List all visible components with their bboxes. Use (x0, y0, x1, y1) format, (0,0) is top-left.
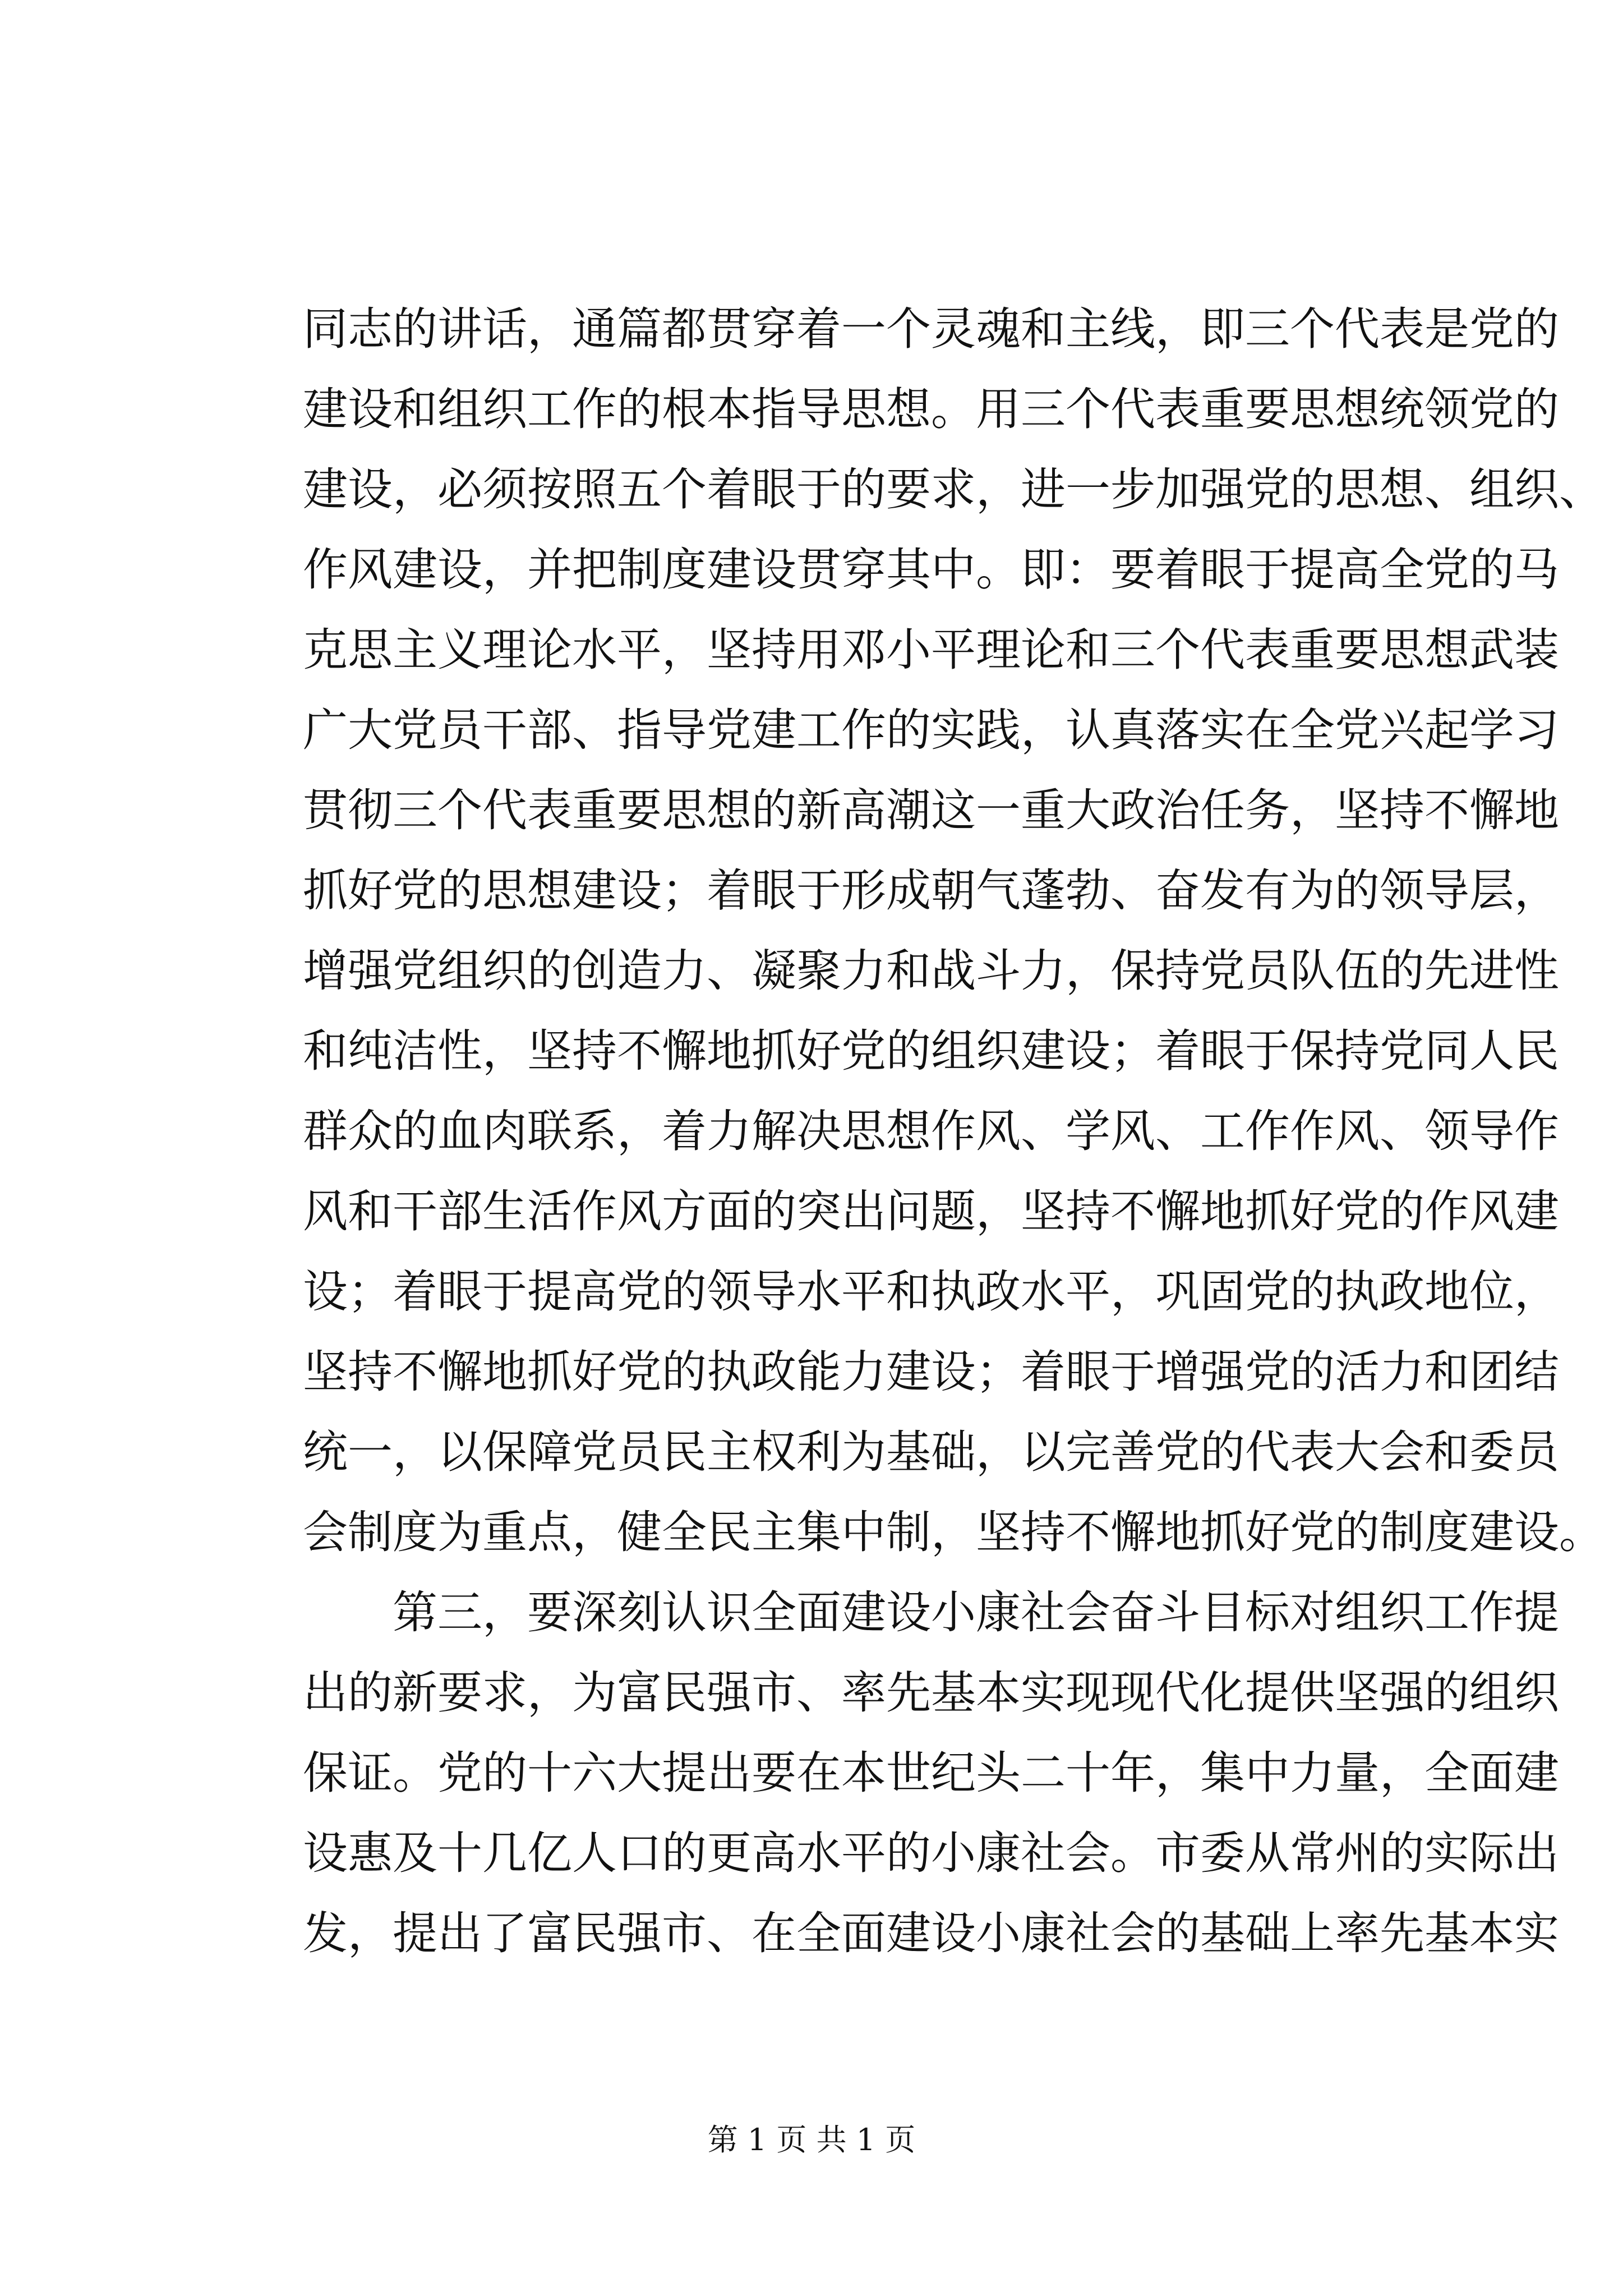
text-line: 坚持不懈地抓好党的执政能力建设；着眼于增强党的活力和团结 (303, 1346, 1559, 1398)
text-line: 贯彻三个代表重要思想的新高潮这一重大政治任务，坚持不懈地 (303, 784, 1559, 836)
text-line: 增强党组织的创造力、凝聚力和战斗力，保持党员队伍的先进性 (303, 945, 1559, 997)
text-line: 设；着眼于提高党的领导水平和执政水平，巩固党的执政地位， (303, 1266, 1559, 1318)
text-line: 克思主义理论水平，坚持用邓小平理论和三个代表重要思想武装 (303, 624, 1559, 676)
text-line: 风和干部生活作风方面的突出问题，坚持不懈地抓好党的作风建 (303, 1185, 1559, 1237)
page-footer (0, 2118, 1623, 2162)
document-body (303, 289, 1604, 1973)
text-line: 广大党员干部、指导党建工作的实践，认真落实在全党兴起学习 (303, 704, 1559, 756)
text-line: 保证。党的十六大提出要在本世纪头二十年，集中力量，全面建 (303, 1747, 1559, 1799)
text-line: 建设和组织工作的根本指导思想。用三个代表重要思想统领党的 (303, 383, 1559, 435)
text-line: 第三，要深刻认识全面建设小康社会奋斗目标对组织工作提 (393, 1586, 1559, 1639)
text-line: 建设，必须按照五个着眼于的要求，进一步加强党的思想、组织、 (303, 463, 1604, 516)
text-line: 会制度为重点，健全民主集中制，坚持不懈地抓好党的制度建设。 (303, 1506, 1604, 1558)
text-line: 发，提出了富民强市、在全面建设小康社会的基础上率先基本实 (303, 1907, 1559, 1959)
text-line: 同志的讲话，通篇都贯穿着一个灵魂和主线，即三个代表是党的 (303, 303, 1559, 355)
paragraph-2 (303, 1572, 1559, 1973)
text-line: 统一，以保障党员民主权利为基础，以完善党的代表大会和委员 (303, 1426, 1559, 1478)
text-line: 抓好党的思想建设；着眼于形成朝气蓬勃、奋发有为的领导层， (303, 864, 1559, 917)
paragraph-1 (303, 289, 1604, 1572)
text-line: 作风建设，并把制度建设贯穿其中。即：要着眼于提高全党的马 (303, 544, 1559, 596)
text-line: 设惠及十几亿人口的更高水平的小康社会。市委从常州的实际出 (303, 1827, 1559, 1879)
page-number-label: 第 1 页 共 1 页 (707, 2122, 916, 2157)
text-line: 群众的血肉联系，着力解决思想作风、学风、工作作风、领导作 (303, 1105, 1559, 1157)
text-line: 和纯洁性，坚持不懈地抓好党的组织建设；着眼于保持党同人民 (303, 1025, 1559, 1077)
text-line: 出的新要求，为富民强市、率先基本实现现代化提供坚强的组织 (303, 1667, 1559, 1719)
